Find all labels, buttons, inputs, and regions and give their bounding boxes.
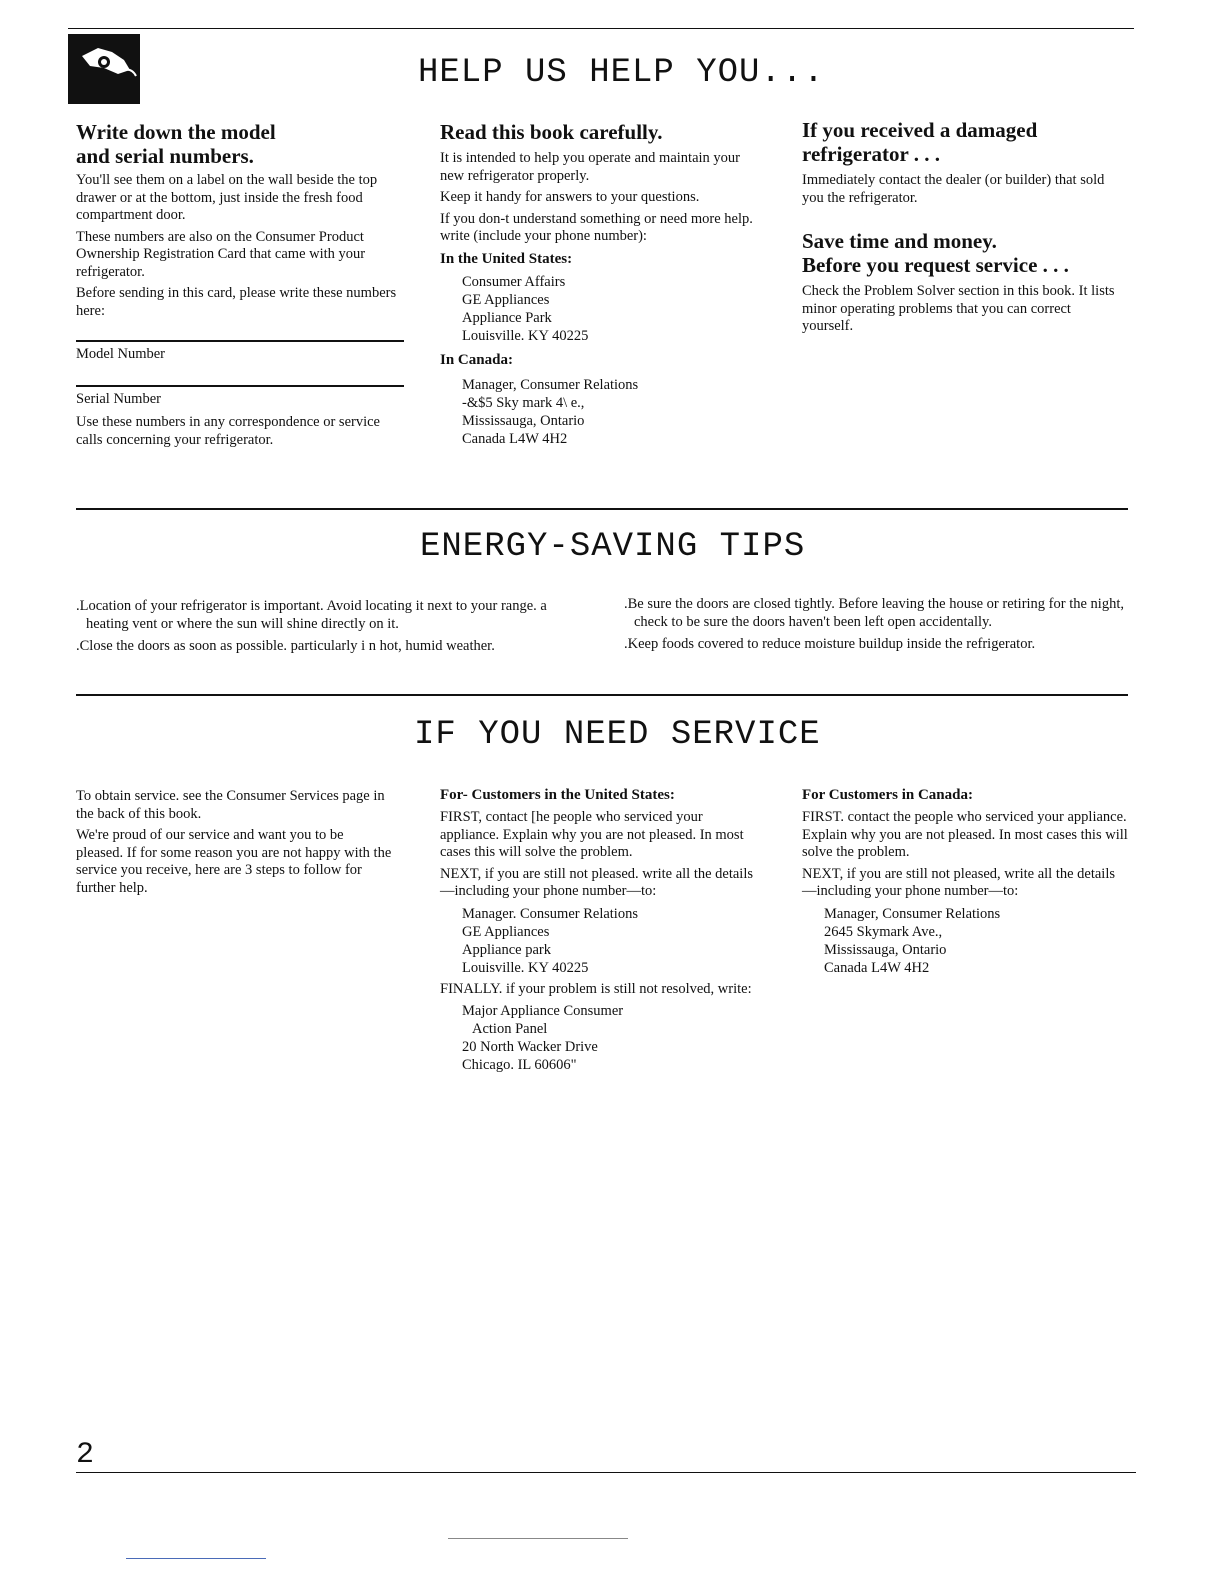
page-title: HELP US HELP YOU... (418, 54, 825, 92)
refrigerator-service-icon (68, 34, 140, 104)
service-ca-address (802, 905, 1128, 977)
footer-mark (448, 1538, 628, 1539)
service-us-next: NEXT, if you are still not pleased. write all the details—including your phone number—to: (440, 865, 754, 899)
save-heading-line1: Save time and money. (802, 229, 997, 253)
address-line: Mississauga, Ontario (824, 941, 947, 958)
energy-tip: .Close the doors as soon as possible. particularly i n hot, humid weather. (76, 638, 495, 654)
service-us-section (440, 786, 762, 1078)
model-number-field[interactable] (76, 340, 404, 363)
energy-tip: .Location of your refrigerator is important. Avoid locating it next to your range. a heating vent or where the sun will shine directly on it. (76, 598, 547, 632)
address-line: GE Appliances (462, 923, 550, 940)
model-para2: These numbers are also on the Consumer Product Ownership Registration Card that came with your refrigerator. (76, 228, 366, 280)
model-number-label: Model Number (76, 346, 165, 362)
address-line: 2645 Skymark Ave., (824, 923, 943, 940)
damaged-para: Immediately contact the dealer (or builder) that sold you the refrigerator. (802, 172, 1105, 206)
service-title: IF YOU NEED SERVICE (414, 716, 821, 754)
service-intro-para1: To obtain service. see the Consumer Services page in the back of this book. (76, 788, 385, 822)
save-para: Check the Problem Solver section in this book. It lists minor operating problems that you can correct yourself. (802, 283, 1115, 334)
address-line: GE Appliances (462, 291, 550, 308)
header-icon-block (68, 34, 140, 104)
energy-title: ENERGY-SAVING TIPS (420, 528, 806, 566)
energy-tip: .Keep foods covered to reduce moisture buildup inside the refrigerator. (624, 636, 1036, 652)
model-para1: You'll see them on a label on the wall beside the top drawer or at the bottom, just inside the fresh food compartment door. (76, 172, 378, 223)
address-line: Action Panel (472, 1021, 548, 1037)
address-line: Appliance park (462, 941, 551, 958)
read-heading: Read this book carefully. (440, 120, 663, 144)
address-line: Manager, Consumer Relations (824, 905, 1001, 922)
damaged-heading-line1: If you received a damaged (802, 118, 1038, 142)
footer-mark (126, 1558, 266, 1559)
page-number: 2 (76, 1438, 95, 1472)
damaged-section (802, 118, 1122, 340)
service-ca-next: NEXT, if you are still not pleased, write all the details—including your phone number—to: (802, 865, 1116, 899)
read-book-section (440, 120, 762, 452)
energy-tip: .Be sure the doors are closed tightly. Before leaving the house or retiring for the night, check to be sure the doors haven't been left open accidentally. (624, 596, 1124, 630)
top-rule (68, 28, 1134, 29)
section-divider (76, 694, 1128, 696)
service-ca-heading: For Customers in Canada: (802, 787, 973, 803)
address-line: Major Appliance Consumer (462, 1003, 624, 1019)
damaged-heading-line2: refrigerator . . . (802, 142, 940, 166)
address-line: Manager, Consumer Relations (462, 376, 639, 393)
address-line: Appliance Park (462, 309, 552, 326)
address-line: -&$5 Sky mark 4\ e., (462, 394, 585, 411)
service-us-first: FIRST, contact [he people who serviced your appliance. Explain why you are not pleased. In most cases this will solve the problem. (440, 809, 744, 860)
model-heading-line2: and serial numbers. (76, 144, 254, 168)
address-line: 20 North Wacker Drive (462, 1039, 598, 1055)
serial-number-field[interactable] (76, 385, 404, 408)
model-para4: Use these numbers in any correspondence or service calls concerning your refrigerator. (76, 414, 380, 448)
service-us-panel-address (440, 1002, 762, 1074)
read-para3: If you don-t understand something or need more help. write (include your phone number): (440, 210, 753, 244)
service-us-heading: For- Customers in the United States: (440, 787, 675, 803)
energy-tips-right (624, 596, 1124, 659)
read-para1: It is intended to help you operate and maintain your new refrigerator properly. (440, 150, 740, 184)
address-line: Canada L4W 4H2 (824, 959, 930, 976)
energy-tips-left (76, 598, 572, 661)
read-ca-heading: In Canada: (440, 351, 513, 368)
service-intro-para2: We're proud of our service and want you to be pleased. If for some reason you are not happy with the service you receive, here are 3 steps to follow for further help. (76, 827, 392, 896)
address-line: Consumer Affairs (462, 273, 566, 290)
section-divider (76, 508, 1128, 510)
read-us-address (440, 273, 762, 345)
save-heading-line2: Before you request service . . . (802, 253, 1069, 277)
address-line: Chicago. IL 60606" (462, 1057, 577, 1073)
model-heading-line1: Write down the model (76, 120, 276, 144)
service-ca-section (802, 786, 1128, 981)
address-line: Mississauga, Ontario (462, 412, 585, 429)
read-ca-address (440, 376, 762, 448)
footer-rule (76, 1472, 1136, 1473)
read-us-heading: In the United States: (440, 250, 573, 267)
address-line: Canada L4W 4H2 (462, 430, 568, 447)
address-line: Louisville. KY 40225 (462, 959, 589, 976)
model-para3: Before sending in this card, please write these numbers here: (76, 285, 397, 319)
address-line: Manager. Consumer Relations (462, 905, 638, 922)
address-line: Louisville. KY 40225 (462, 327, 589, 344)
read-para2: Keep it handy for answers to your questions. (440, 189, 700, 205)
model-serial-section (76, 120, 404, 453)
service-us-address (440, 905, 762, 977)
service-ca-first: FIRST. contact the people who serviced your appliance. Explain why you are not pleased. In most cases this will solve the problem. (802, 809, 1128, 860)
serial-number-label: Serial Number (76, 391, 161, 407)
service-us-finally: FINALLY. if your problem is still not resolved, write: (440, 980, 752, 997)
service-intro (76, 788, 394, 901)
